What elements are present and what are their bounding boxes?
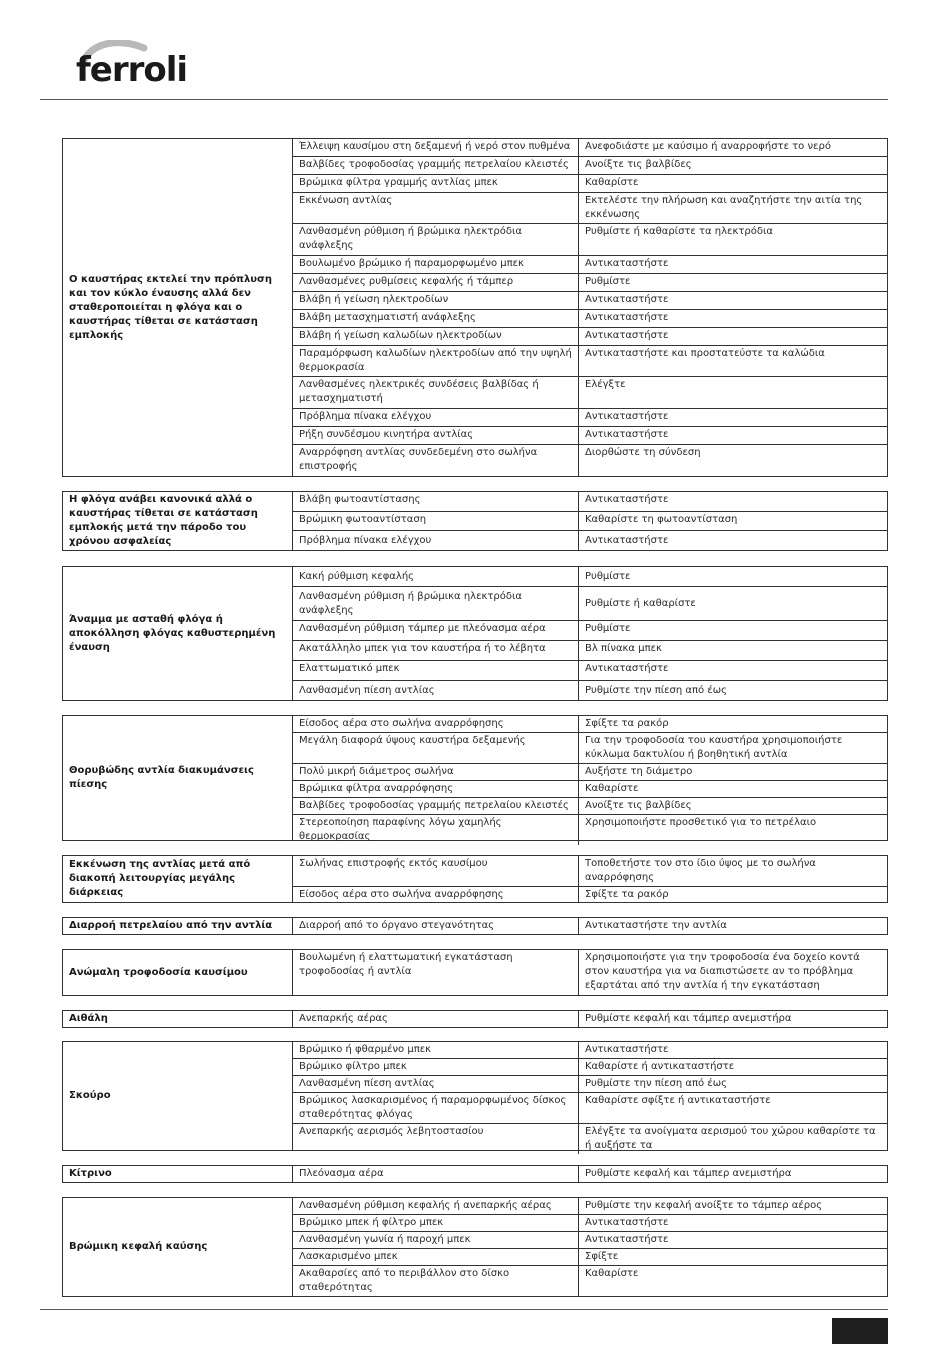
fix-cell: Αντικαταστήστε bbox=[585, 429, 669, 441]
problem-cell: Λανθασμένη ρύθμιση τάμπερ με πλεόνασμα αέρα bbox=[293, 621, 579, 640]
table-row bbox=[293, 345, 887, 377]
fix-cell: Αντικαταστήστε bbox=[585, 411, 669, 423]
troubleshooting-block bbox=[62, 1165, 888, 1183]
table-row bbox=[293, 780, 887, 797]
problem-cell: Πρόβλημα πίνακα ελέγχου bbox=[293, 531, 579, 550]
fix-cell: Για την τροφοδοσία του καυστήρα χρησιμοποιήστε κύκλωμα δακτυλίου ή βοηθητική αντλία bbox=[585, 735, 843, 760]
fix-cell: Αντικαταστήστε bbox=[585, 1044, 669, 1055]
problem-cell: Ακατάλληλο μπεκ για τον καυστήρα ή το λέβητα bbox=[293, 641, 579, 660]
cause-text: Άναμμα με ασταθή φλόγα ή αποκόλληση φλόγας καθυστερημένη έναυση bbox=[69, 613, 276, 653]
cause-cell bbox=[63, 492, 293, 550]
table-row bbox=[293, 139, 887, 156]
table-row bbox=[293, 732, 887, 763]
table-row bbox=[293, 918, 887, 934]
problem-cell: Βλάβη ή γείωση ηλεκτροδίων bbox=[293, 292, 579, 309]
problem-cell: Βρώμικο μπεκ ή φίλτρο μπεκ bbox=[293, 1215, 579, 1231]
fix-cell: Ρυθμίστε bbox=[585, 623, 631, 634]
fix-cell: Καθαρίστε ή αντικαταστήστε bbox=[585, 1061, 735, 1072]
table-row bbox=[293, 763, 887, 780]
table-row bbox=[293, 444, 887, 476]
problem-cell: Κακή ρύθμιση κεφαλής bbox=[293, 567, 579, 586]
troubleshooting-block bbox=[62, 917, 888, 935]
problem-cell: Ανεπαρκής αερισμός λεβητοστασίου bbox=[293, 1124, 579, 1154]
fix-cell: Ανεφοδιάστε με καύσιμο ή αναρροφήστε το νερό bbox=[585, 141, 831, 152]
fix-cell: Ρυθμίστε ή καθαρίστε bbox=[585, 597, 696, 609]
table-row bbox=[293, 640, 887, 660]
table-row bbox=[293, 273, 887, 291]
cause-text: Κίτρινο bbox=[69, 1168, 112, 1179]
table-row bbox=[293, 1214, 887, 1231]
table-row bbox=[293, 1075, 887, 1092]
table-row bbox=[293, 1011, 887, 1027]
cause-cell bbox=[63, 1011, 293, 1027]
problem-cell: Λανθασμένες ρυθμίσεις κεφαλής ή τάμπερ bbox=[293, 274, 579, 291]
table-row bbox=[293, 174, 887, 192]
problem-cell: Είσοδος αέρα στο σωλήνα αναρρόφησης bbox=[293, 716, 579, 732]
troubleshooting-block bbox=[62, 1041, 888, 1151]
fix-cell: Καθαρίστε bbox=[585, 1268, 639, 1279]
table-row bbox=[293, 856, 887, 886]
fix-cell: Αντικαταστήστε και προστατεύστε τα καλώδια bbox=[585, 347, 825, 359]
fix-cell: Ρυθμίστε την κεφαλή ανοίξτε το τάμπερ αέρος bbox=[585, 1200, 823, 1211]
table-row bbox=[293, 1166, 887, 1182]
cause-cell bbox=[63, 139, 293, 476]
fix-cell: Σφίξτε τα ρακόρ bbox=[585, 889, 669, 900]
fix-cell: Ελέγξτε bbox=[585, 379, 626, 391]
troubleshooting-block bbox=[62, 949, 888, 996]
cause-cell bbox=[63, 1198, 293, 1296]
fix-cell: Ρυθμίστε την πίεση από έως bbox=[585, 684, 727, 696]
cause-text: Σκούρο bbox=[69, 1090, 111, 1101]
fix-cell: Χρησιμοποιήστε προσθετικό για το πετρέλαιο bbox=[585, 817, 817, 828]
table-row bbox=[293, 192, 887, 224]
table-row bbox=[293, 327, 887, 345]
table-row bbox=[293, 492, 887, 511]
problem-cell: Πρόβλημα πίνακα ελέγχου bbox=[293, 409, 579, 426]
problem-cell: Μεγάλη διαφορά ύψους καυστήρα δεξαμενής bbox=[293, 733, 579, 763]
fix-cell: Αντικαταστήστε bbox=[585, 311, 669, 323]
table-row bbox=[293, 1058, 887, 1075]
cause-cell bbox=[63, 716, 293, 840]
cause-cell bbox=[63, 567, 293, 700]
fix-cell: Καθαρίστε σφίξτε ή αντικαταστήστε bbox=[585, 1095, 771, 1106]
troubleshooting-block bbox=[62, 491, 888, 551]
fix-cell: Βλ πίνακα μπεκ bbox=[585, 643, 662, 654]
problem-cell: Πλεόνασμα αέρα bbox=[293, 1166, 579, 1182]
cause-text: Εκκένωση της αντλίας μετά από διακοπή λειτουργίας μεγάλης διάρκειας bbox=[69, 859, 251, 898]
table-row bbox=[293, 1092, 887, 1123]
troubleshooting-block bbox=[62, 855, 888, 903]
problem-cell: Λανθασμένη γωνία ή παροχή μπεκ bbox=[293, 1232, 579, 1248]
cause-cell bbox=[63, 950, 293, 995]
problem-cell: Λανθασμένες ηλεκτρικές συνδέσεις βαλβίδας ή μετασχηματιστή bbox=[293, 377, 579, 408]
problem-cell: Ρήξη συνδέσμου κινητήρα αντλίας bbox=[293, 427, 579, 444]
fix-cell: Αντικαταστήστε bbox=[585, 1217, 669, 1228]
troubleshooting-block bbox=[62, 566, 888, 701]
table-row bbox=[293, 1231, 887, 1248]
header-rule bbox=[40, 99, 888, 100]
problem-cell: Βλάβη μετασχηματιστή ανάφλεξης bbox=[293, 310, 579, 327]
cause-cell bbox=[63, 918, 293, 934]
table-row bbox=[293, 660, 887, 680]
fix-cell: Αντικαταστήστε bbox=[585, 1234, 669, 1245]
table-row bbox=[293, 1123, 887, 1154]
problem-cell: Βρώμικη φωτοαντίσταση bbox=[293, 512, 579, 531]
fix-cell: Καθαρίστε τη φωτοαντίσταση bbox=[585, 513, 738, 525]
problem-cell: Λανθασμένη ρύθμιση ή βρώμικα ηλεκτρόδια ανάφλεξης bbox=[293, 587, 579, 620]
problem-cell: Σωλήνας επιστροφής εκτός καυσίμου bbox=[293, 856, 579, 886]
problem-cell: Βαλβίδες τροφοδοσίας γραμμής πετρελαίου κλειστές bbox=[293, 157, 579, 174]
fix-cell: Αυξήστε τη διάμετρο bbox=[585, 766, 693, 777]
table-row bbox=[293, 797, 887, 814]
fix-cell: Αντικαταστήστε bbox=[585, 294, 669, 306]
problem-cell: Λανθασμένη ρύθμιση ή βρώμικα ηλεκτρόδια ανάφλεξης bbox=[293, 224, 579, 255]
problem-cell: Λανθασμένη πίεση αντλίας bbox=[293, 1076, 579, 1092]
problem-cell: Είσοδος αέρα στο σωλήνα αναρρόφησης bbox=[293, 887, 579, 903]
fix-cell: Διορθώστε τη σύνδεση bbox=[585, 447, 701, 459]
fix-cell: Αντικαταστήστε την αντλία bbox=[585, 920, 727, 931]
fix-cell: Ρυθμίστε κεφαλή και τάμπερ ανεμιστήρα bbox=[585, 1168, 792, 1179]
table-row bbox=[293, 1042, 887, 1058]
fix-cell: Σφίξτε bbox=[585, 1251, 619, 1262]
fix-cell: Ανοίξτε τις βαλβίδες bbox=[585, 800, 692, 811]
fix-cell: Ανοίξτε τις βαλβίδες bbox=[585, 158, 692, 170]
fix-cell: Ελέγξτε τα ανοίγματα αερισμού του χώρου καθαρίστε τα ή αυξήστε τα bbox=[585, 1126, 876, 1151]
ferroli-logo bbox=[74, 40, 188, 92]
table-row bbox=[293, 886, 887, 903]
cause-text: Διαρροή πετρελαίου από την αντλία bbox=[69, 920, 273, 931]
cause-text: Βρώμικη κεφαλή καύσης bbox=[69, 1241, 208, 1252]
cause-text: Αιθάλη bbox=[69, 1013, 108, 1024]
table-row bbox=[293, 426, 887, 444]
problem-cell: Βλάβη ή γείωση καλωδίων ηλεκτροδίων bbox=[293, 328, 579, 345]
problem-cell: Ακαθαρσίες από το περιβάλλον στο δίσκο σταθερότητας bbox=[293, 1266, 579, 1296]
fix-cell: Ρυθμίστε την πίεση από έως bbox=[585, 1078, 727, 1089]
troubleshooting-block bbox=[62, 715, 888, 841]
problem-cell: Πολύ μικρή διάμετρος σωλήνα bbox=[293, 764, 579, 780]
problem-cell: Ανεπαρκής αέρας bbox=[293, 1011, 579, 1027]
table-row bbox=[293, 620, 887, 640]
troubleshooting-block bbox=[62, 1197, 888, 1297]
problem-cell: Λανθασμένη ρύθμιση κεφαλής ή ανεπαρκής αέρας bbox=[293, 1198, 579, 1214]
table-row bbox=[293, 291, 887, 309]
fix-cell: Τοποθετήστε τον στο ίδιο ύψος με το σωλήνα αναρρόφησης bbox=[585, 858, 816, 883]
problem-cell: Βρώμικο ή φθαρμένο μπεκ bbox=[293, 1042, 579, 1058]
fix-cell: Σφίξτε τα ρακόρ bbox=[585, 718, 669, 729]
table-row bbox=[293, 408, 887, 426]
table-row bbox=[293, 223, 887, 255]
problem-cell: Βρώμικο φίλτρο μπεκ bbox=[293, 1059, 579, 1075]
problem-cell: Παραμόρφωση καλωδίων ηλεκτροδίων από την υψηλή θερμοκρασία bbox=[293, 346, 579, 377]
fix-cell: Αντικαταστήστε bbox=[585, 258, 669, 270]
problem-cell: Βρώμικα φίλτρα αναρρόφησης bbox=[293, 781, 579, 797]
fix-cell: Ρυθμίστε bbox=[585, 276, 631, 288]
cause-cell bbox=[63, 1166, 293, 1182]
cause-cell bbox=[63, 1042, 293, 1150]
problem-cell: Ελαττωματικό μπεκ bbox=[293, 661, 579, 680]
problem-cell: Έλλειψη καυσίμου στη δεξαμενή ή νερό στον πυθμένα bbox=[293, 139, 579, 156]
table-row bbox=[293, 680, 887, 700]
footer-rule bbox=[40, 1309, 888, 1310]
table-row bbox=[293, 530, 887, 550]
problem-cell: Λανθασμένη πίεση αντλίας bbox=[293, 681, 579, 700]
fix-cell: Ρυθμίστε κεφαλή και τάμπερ ανεμιστήρα bbox=[585, 1013, 792, 1024]
table-row bbox=[293, 511, 887, 531]
logo-wordmark: ferroli bbox=[76, 50, 188, 90]
troubleshooting-block bbox=[62, 1010, 888, 1028]
cause-text: Θορυβώδης αντλία διακυμάνσεις πίεσης bbox=[69, 765, 254, 790]
fix-cell: Αντικαταστήστε bbox=[585, 329, 669, 341]
fix-cell: Αντικαταστήστε bbox=[585, 494, 669, 505]
problem-cell: Βαλβίδες τροφοδοσίας γραμμής πετρελαίου κλειστές bbox=[293, 798, 579, 814]
table-row bbox=[293, 1248, 887, 1265]
problem-cell: Βρώμικα φίλτρα γραμμής αντλίας μπεκ bbox=[293, 175, 579, 192]
problem-cell: Στερεοποίηση παραφίνης λόγω χαμηλής θερμοκρασίας bbox=[293, 815, 579, 845]
table-row bbox=[293, 814, 887, 845]
fix-cell: Ρυθμίστε ή καθαρίστε τα ηλεκτρόδια bbox=[585, 226, 773, 238]
troubleshooting-block bbox=[62, 138, 888, 477]
table-row bbox=[293, 309, 887, 327]
fix-cell: Αντικαταστήστε bbox=[585, 663, 669, 674]
problem-cell: Εκκένωση αντλίας bbox=[293, 193, 579, 224]
problem-cell: Αναρρόφηση αντλίας συνδεδεμένη στο σωλήνα επιστροφής bbox=[293, 445, 579, 476]
problem-cell: Λασκαρισμένο μπεκ bbox=[293, 1249, 579, 1265]
problem-cell: Βρώμικος λασκαρισμένος ή παραμορφωμένος δίσκος σταθερότητας φλόγας bbox=[293, 1093, 579, 1123]
table-row bbox=[293, 376, 887, 408]
cause-text: Ανώμαλη τροφοδοσία καυσίμου bbox=[69, 966, 248, 978]
page-number-badge bbox=[832, 1318, 888, 1344]
fix-cell: Καθαρίστε bbox=[585, 176, 639, 188]
fix-cell: Αντικαταστήστε bbox=[585, 534, 669, 546]
fix-cell: Ρυθμίστε bbox=[585, 570, 631, 582]
problem-cell: Βουλωμένο βρώμικο ή παραμορφωμένο μπεκ bbox=[293, 256, 579, 273]
table-row bbox=[293, 716, 887, 732]
fix-cell: Καθαρίστε bbox=[585, 783, 639, 794]
table-row bbox=[293, 156, 887, 174]
cause-text: Η φλόγα ανάβει κανονικά αλλά ο καυστήρας τίθεται σε κατάσταση εμπλοκής μετά την πάροδο του χρόνου ασφαλείας bbox=[69, 494, 258, 547]
problem-cell: Διαρροή από το όργανο στεγανότητας bbox=[293, 918, 579, 934]
cause-text: Ο καυστήρας εκτελεί την πρόπλυση και τον κύκλο έναυσης αλλά δεν σταθεροποιείται η φλόγα και ο καυστήρας τίθεται σε κατάσταση εμπλοκής bbox=[69, 273, 272, 341]
problem-cell: Βουλωμένη ή ελαττωματική εγκατάσταση τροφοδοσίας ή αντλία bbox=[293, 950, 579, 995]
table-row bbox=[293, 950, 887, 995]
table-row bbox=[293, 1198, 887, 1214]
fix-cell: Χρησιμοποιήστε για την τροφοδοσία ένα δοχείο κοντά στον καυστήρα για να διαπιστώσετε αν το πρόβλημα εξαρτάται από την αντλία ή την εγκατάσταση bbox=[585, 952, 860, 991]
table-row bbox=[293, 255, 887, 273]
table-row bbox=[293, 586, 887, 620]
table-row bbox=[293, 567, 887, 586]
table-row bbox=[293, 1265, 887, 1296]
cause-cell bbox=[63, 856, 293, 902]
fix-cell: Εκτελέστε την πλήρωση και αναζητήστε την αιτία της εκκένωσης bbox=[585, 194, 863, 220]
problem-cell: Βλάβη φωτοαντίστασης bbox=[293, 492, 579, 511]
